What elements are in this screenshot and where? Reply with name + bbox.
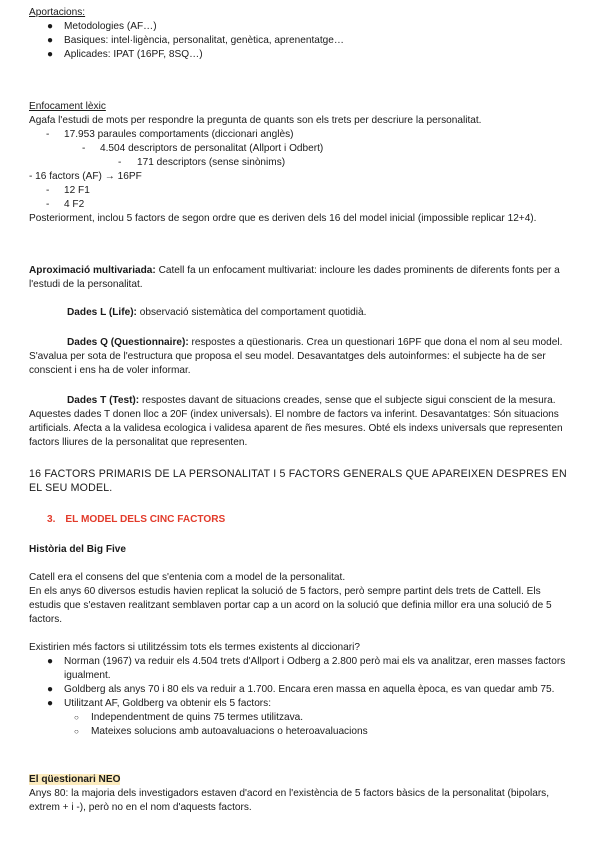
list-item: ● Utilitzant AF, Goldberg va obtenir els 5 factors:: [47, 698, 272, 709]
dash-icon: -: [46, 185, 50, 196]
neo-text: Anys 80: la majoria dels investigadors estaven d'acord en l'existència de 5 factors bàsics de la personalitat (bipolars, extrem + i -), però no en el nom d'aquests factors.: [29, 788, 550, 813]
enfocament-section: [29, 100, 569, 226]
list-item: - 12 F1: [46, 185, 90, 196]
dades-q-paragraph: Dades Q (Questionnaire): respostes a qüestionaris. Crea un questionari 16PF que dona el nom al seu model. S'avalua per sota de l'estructura que proposa el seu model. Desavantatges dels autoinformes: el subjecte ha de ser conscient i ens ha de voler informar.: [29, 337, 563, 376]
dades-q-label: Dades Q (Questionnaire):: [67, 337, 189, 348]
list-item: ● Basiques: intel·ligència, personalitat, genètica, aprenentatge…: [47, 35, 344, 46]
summary-paragraph: 16 FACTORS PRIMARIS DE LA PERSONALITAT I 5 FACTORS GENERALS QUE APAREIXEN DESPRES EN EL SEU MODEL.: [29, 468, 567, 494]
historia-section: [29, 543, 569, 739]
aportacions-title: Aportacions:: [29, 7, 86, 18]
historia-p2: En els anys 60 diversos estudis havien replicat la solució de 5 factors, però sempre partint dels trets de Cattell. Els estudis que s'estaven realitzant semblaven portar cap a un acord on la solució que definia millor era una solució de 5 factors.: [29, 586, 552, 625]
bullet-icon: ●: [47, 21, 54, 32]
circle-bullet-icon: ○: [74, 713, 79, 722]
dades-t-label: Dades T (Test):: [67, 395, 140, 406]
dash-icon: -: [82, 143, 86, 154]
section-title: EL MODEL DELS CINC FACTORS: [65, 514, 226, 525]
enfocament-intro: Agafa l'estudi de mots per respondre la pregunta de quants son els trets per descriure la personalitat.: [29, 115, 482, 126]
circle-bullet-icon: ○: [74, 727, 79, 736]
neo-section: [29, 773, 569, 815]
dades-l-paragraph: Dades L (Life): observació sistemàtica del comportament quotidià.: [67, 307, 367, 318]
bullet-icon: ●: [47, 698, 54, 709]
historia-title: Història del Big Five: [29, 544, 127, 555]
list-item: ● Aplicades: IPAT (16PF, 8SQ…): [47, 49, 203, 60]
dades-l-label: Dades L (Life):: [67, 307, 137, 318]
historia-p1: Catell era el consens del que s'entenia com a model de la personalitat.: [29, 572, 346, 583]
list-item: - 4.504 descriptors de personalitat (Allport i Odbert): [82, 143, 324, 154]
posterior-paragraph: Posteriorment, inclou 5 factors de segon ordre que es deriven dels 16 del model inicial (impossible replicar 12+4).: [29, 213, 537, 224]
dash-icon: -: [46, 129, 50, 140]
list-item: - 17.953 paraules comportaments (diccionari anglès): [46, 129, 294, 140]
bullet-icon: ●: [47, 35, 54, 46]
multivariada-label: Aproximació multivariada:: [29, 265, 156, 276]
bullet-icon: ●: [47, 49, 54, 60]
aportacions-section: [29, 6, 569, 62]
neo-title: El qüestionari NEO: [29, 774, 121, 785]
dash-icon: -: [46, 199, 50, 210]
factors-line: - 16 factors (AF) → 16PF: [29, 171, 142, 182]
bullet-icon: ●: [47, 656, 54, 667]
section-number: 3.: [47, 514, 56, 525]
historia-question: Existirien més factors si utilitzéssim tots els termes existents al diccionari?: [29, 642, 360, 653]
dash-icon: -: [118, 157, 122, 168]
enfocament-title: Enfocament lèxic: [29, 101, 106, 112]
multivariada-paragraph: Aproximació multivariada: Catell fa un enfocament multivariat: incloure les dades prominents de diferents fonts per a l'estudi de la personalitat.: [29, 265, 560, 290]
list-item: ● Metodologies (AF…): [47, 21, 157, 32]
list-item: ● Goldberg als anys 70 i 80 els va reduir a 1.700. Encara eren massa en aquella època, es van quedar amb 75.: [47, 684, 555, 695]
list-item: ● Norman (1967) va reduir els 4.504 trets d'Allport i Odberg a 2.800 però mai els va analitzar, eren masses factors igualment.: [47, 656, 566, 681]
list-item: ○ Independentment de quins 75 termes utilitzava.: [74, 712, 304, 723]
list-item: - 4 F2: [46, 199, 85, 210]
list-item: ○ Mateixes solucions amb autoavaluacions o heteroavaluacions: [74, 726, 368, 737]
list-item: - 171 descriptors (sense sinònims): [118, 157, 286, 168]
dades-t-paragraph: Dades T (Test): respostes davant de situacions creades, sense que el subjecte sigui conscient de la mesura. Aquestes dades T donen lloc a 20F (index universals). El nombre de factors va inferint. Desavantatges: Són situacions artificials. Afecta a la validesa ecologica i validesa aparent de ñes mesures. Obté els indexs universals que representen factors lliures de la personalitat que representen.: [29, 395, 563, 448]
section-3-heading: [29, 513, 569, 527]
bullet-icon: ●: [47, 684, 54, 695]
